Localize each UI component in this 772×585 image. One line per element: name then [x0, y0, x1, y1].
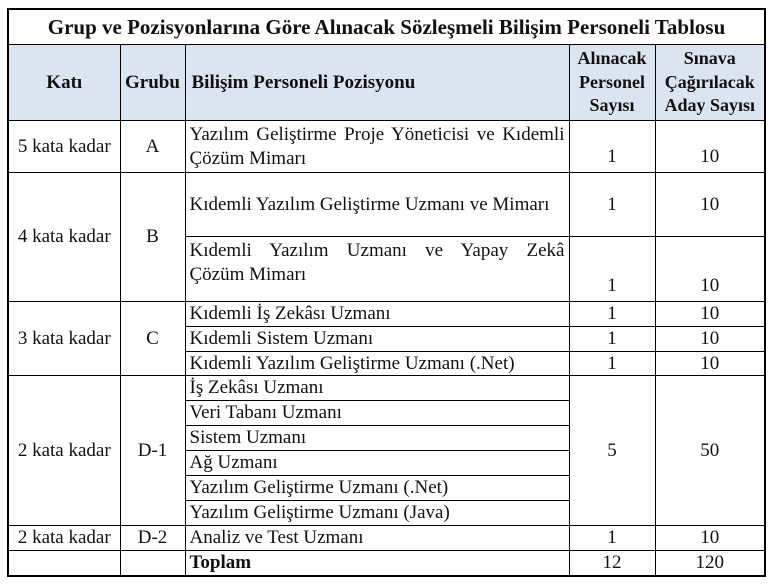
- total-sinava: 120: [655, 551, 765, 576]
- cell-alinacak-b1: 1: [569, 173, 655, 237]
- cell-pozisyon-c1: Kıdemli İş Zekâsı Uzmanı: [185, 302, 569, 327]
- cell-alinacak-d1: 5: [569, 376, 655, 526]
- cell-pozisyon-d1-4: Ağ Uzmanı: [185, 451, 569, 476]
- cell-pozisyon-d1-3: Sistem Uzmanı: [185, 426, 569, 451]
- col-header-grubu: Grubu: [120, 45, 185, 121]
- cell-pozisyon-b2: [185, 237, 569, 302]
- col-header-kat: Katı: [8, 45, 120, 121]
- table-row-total: [8, 551, 765, 576]
- cell-alinacak-d2: 1: [569, 526, 655, 551]
- table-row-group-b1: [8, 173, 765, 237]
- cell-sinava-b2: 10: [655, 237, 765, 302]
- table-row-group-d2: [8, 526, 765, 551]
- cell-alinacak-a: 1: [569, 121, 655, 173]
- pozisyon-line: Çözüm Mimarı: [189, 263, 307, 285]
- cell-kat-b: 4 kata kadar: [8, 173, 120, 302]
- cell-grup-c: C: [120, 302, 185, 376]
- total-label: Toplam: [185, 551, 569, 576]
- cell-grup-d1: D-1: [120, 376, 185, 526]
- cell-pozisyon-d1-6: Yazılım Geliştirme Uzmanı (Java): [185, 501, 569, 526]
- cell-grup-total-empty: [120, 551, 185, 576]
- cell-pozisyon-a: [185, 121, 569, 173]
- cell-kat-c: 3 kata kadar: [8, 302, 120, 376]
- total-alinacak: 12: [569, 551, 655, 576]
- table-row-group-d1-1: [8, 376, 765, 401]
- cell-grup-a: A: [120, 121, 185, 173]
- table-row-group-c1: [8, 302, 765, 327]
- cell-kat-d2: 2 kata kadar: [8, 526, 120, 551]
- cell-pozisyon-d2: Analiz ve Test Uzmanı: [185, 526, 569, 551]
- cell-grup-d2: D-2: [120, 526, 185, 551]
- cell-sinava-a: 10: [655, 121, 765, 173]
- cell-sinava-b1: 10: [655, 173, 765, 237]
- cell-kat-d1: 2 kata kadar: [8, 376, 120, 526]
- table-title-row: [8, 9, 765, 45]
- cell-grup-b: B: [120, 173, 185, 302]
- cell-pozisyon-b1: Kıdemli Yazılım Geliştirme Uzmanı ve Mimarı: [185, 173, 569, 237]
- cell-pozisyon-d1-1: İş Zekâsı Uzmanı: [185, 376, 569, 401]
- col-header-sinava: Sınava Çağırılacak Aday Sayısı: [655, 45, 765, 121]
- cell-alinacak-c1: 1: [569, 302, 655, 327]
- pozisyon-line: Kıdemli Yazılım Uzmanı ve Yapay Zekâ: [189, 240, 565, 261]
- cell-pozisyon-c3: Kıdemli Yazılım Geliştirme Uzmanı (.Net): [185, 351, 569, 376]
- table-row-group-a: [8, 121, 765, 173]
- cell-pozisyon-d1-2: Veri Tabanı Uzmanı: [185, 401, 569, 426]
- col-header-alinacak: Alınacak Personel Sayısı: [569, 45, 655, 121]
- cell-sinava-d1: 50: [655, 376, 765, 526]
- cell-kat-total-empty: [8, 551, 120, 576]
- cell-sinava-d2: 10: [655, 526, 765, 551]
- pozisyon-line: Çözüm Mimarı: [189, 147, 307, 169]
- pozisyon-line: Yazılım Geliştirme Proje Yöneticisi ve Kıdemli: [189, 124, 565, 145]
- cell-alinacak-b2: 1: [569, 237, 655, 302]
- cell-sinava-c2: 10: [655, 326, 765, 351]
- table-title: Grup ve Pozisyonlarına Göre Alınacak Sözleşmeli Bilişim Personeli Tablosu: [8, 9, 765, 45]
- cell-sinava-c1: 10: [655, 302, 765, 327]
- cell-pozisyon-c2: Kıdemli Sistem Uzmanı: [185, 326, 569, 351]
- cell-alinacak-c2: 1: [569, 326, 655, 351]
- cell-sinava-c3: 10: [655, 351, 765, 376]
- personnel-table: [7, 8, 766, 577]
- cell-kat-a: 5 kata kadar: [8, 121, 120, 173]
- table-header-row: [8, 45, 765, 121]
- cell-pozisyon-d1-5: Yazılım Geliştirme Uzmanı (.Net): [185, 476, 569, 501]
- col-header-pozisyon: Bilişim Personeli Pozisyonu: [185, 45, 569, 121]
- cell-alinacak-c3: 1: [569, 351, 655, 376]
